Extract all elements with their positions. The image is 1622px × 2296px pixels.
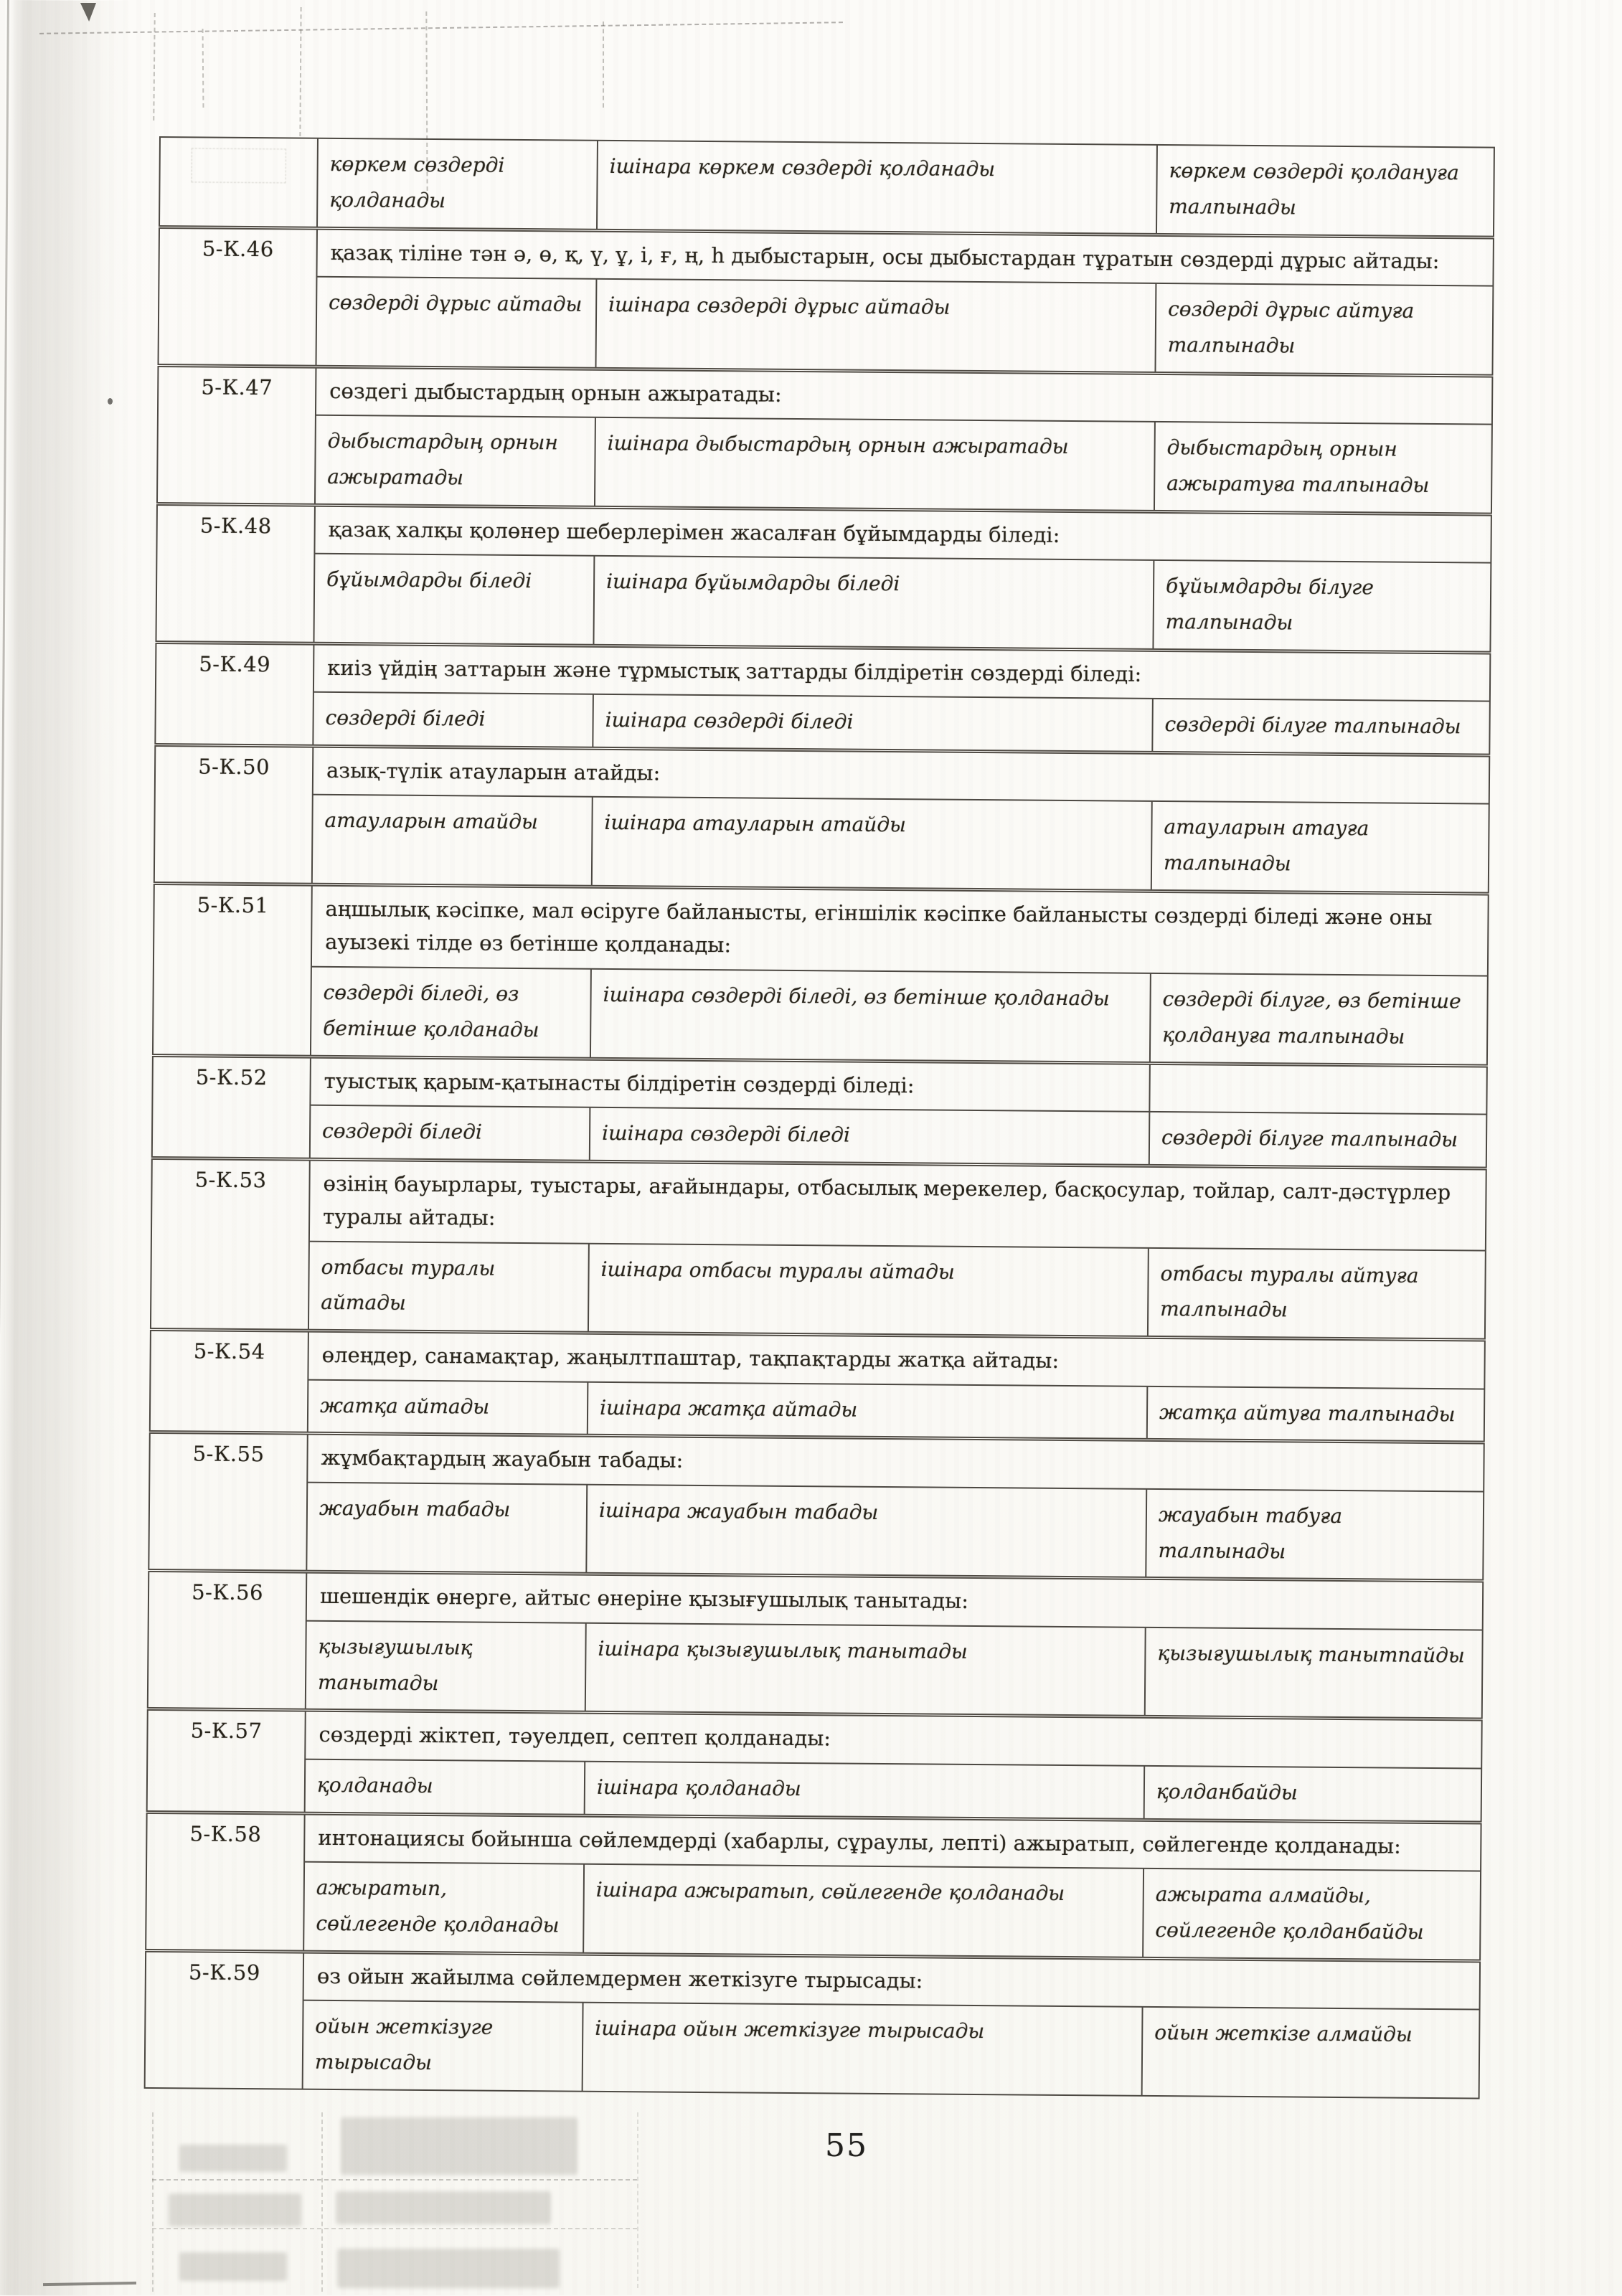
table-row bbox=[154, 793, 1489, 894]
criterion-attempting: қызығушылық танытпайды bbox=[1145, 1627, 1483, 1720]
table-row bbox=[159, 137, 1494, 237]
criterion-attempting: сөздерді дұрыс айтуға талпынады bbox=[1155, 283, 1493, 376]
criterion-achieved: дыбыстардың орнын ажыратады bbox=[315, 415, 595, 507]
table-row bbox=[150, 1379, 1485, 1443]
bleed-through-artifact bbox=[179, 2145, 287, 2172]
criterion-partial: ішінара атауларын атайды bbox=[592, 797, 1152, 891]
competency-description: қазақ тіліне тән ә, ө, қ, ү, ұ, і, ғ, ң, һ дыбыстарын, осы дыбыстардан тұратын сөздерді дұрыс айтады: bbox=[316, 228, 1493, 286]
competency-description: өз ойын жайылма сөйлемдермен жеткізуге тырысады: bbox=[303, 1952, 1480, 2010]
competency-description: туыстық қарым-қатынасты білдіретін сөздерді біледі: bbox=[310, 1057, 1149, 1112]
table-row bbox=[151, 1158, 1486, 1250]
bleed-through-grid-line bbox=[637, 2112, 638, 2288]
criterion-partial: ішінара сөздерді дұрыс айтады bbox=[595, 279, 1156, 373]
table-row bbox=[148, 1620, 1483, 1720]
table-row bbox=[158, 275, 1493, 376]
page-edge-shadow bbox=[0, 0, 131, 2296]
table-row bbox=[154, 884, 1489, 976]
table-row bbox=[147, 1758, 1482, 1823]
criterion-attempting: сөздерді білуге, өз бетінше қолдануға талпынады bbox=[1150, 973, 1488, 1066]
bleed-through-artifact bbox=[337, 2249, 560, 2288]
criterion-attempting: ажырата алмайды, сөйлегенде қолданбайды bbox=[1143, 1869, 1481, 1961]
assessment-table-wrap bbox=[144, 136, 1494, 2099]
competency-description: өлеңдер, санамақтар, жаңылтпаштар, тақпақтарды жатқа айтады: bbox=[308, 1331, 1484, 1389]
criterion-attempting: жатқа айтуға талпынады bbox=[1147, 1386, 1485, 1442]
competency-code: 5-К.56 bbox=[148, 1571, 307, 1711]
bleed-through-artifact bbox=[191, 148, 286, 183]
criterion-achieved: қызығушылық танытады bbox=[306, 1620, 586, 1712]
criterion-achieved: сөздерді дұрыс айтады bbox=[316, 277, 596, 369]
criterion-attempting: жауабын табуға талпынады bbox=[1146, 1489, 1484, 1582]
criterion-partial: ішінара сөздерді біледі, өз бетінше қолданады bbox=[590, 969, 1151, 1063]
criterion-attempting: көркем сөздерді қолдануға талпынады bbox=[1156, 145, 1494, 237]
fold-line-vertical bbox=[153, 13, 156, 121]
competency-description: азық-түлік атауларын атайды: bbox=[313, 746, 1489, 804]
bleed-through-artifact bbox=[169, 2193, 301, 2226]
table-row bbox=[157, 414, 1492, 514]
table-row bbox=[145, 1999, 1480, 2098]
competency-code: 5-К.57 bbox=[147, 1709, 306, 1813]
criterion-partial: ішінара жауабын табады bbox=[586, 1485, 1146, 1579]
table-row bbox=[146, 1861, 1481, 1961]
criterion-attempting: сөздерді білуге талпынады bbox=[1149, 1112, 1487, 1168]
bleed-through-grid-line bbox=[152, 2228, 637, 2229]
criterion-attempting: бұйымдарды білуге талпынады bbox=[1153, 560, 1491, 653]
competency-description: сөздерді жіктеп, тәуелдеп, септеп қолданады: bbox=[305, 1711, 1481, 1769]
competency-code: 5-К.59 bbox=[145, 1950, 303, 2089]
criterion-partial: ішінара бұйымдарды біледі bbox=[593, 556, 1154, 650]
criterion-partial: ішінара ойын жеткізуге тырысады bbox=[583, 2003, 1143, 2096]
bleed-through-grid-line bbox=[321, 2112, 323, 2292]
criterion-achieved: ойын жеткізуге тырысады bbox=[303, 2000, 583, 2092]
competency-code: 5-К.46 bbox=[158, 227, 317, 367]
fold-line-horizontal bbox=[39, 22, 843, 34]
competency-description: қазақ халқы қолөнер шеберлерімен жасалған бұйымдарды біледі: bbox=[314, 505, 1491, 563]
competency-code: 5-К.54 bbox=[150, 1330, 308, 1434]
competency-code: 5-К.55 bbox=[148, 1432, 308, 1572]
competency-description: интонациясы бойынша сөйлемдерді (хабарлы, сұраулы, лепті) ажыратып, сөйлегенде қолданады: bbox=[304, 1813, 1481, 1871]
criterion-partial: ішінара отбасы туралы айтады bbox=[588, 1243, 1149, 1337]
competency-description: аңшылық кәсіпке, мал өсіруге байланысты, егіншілік кәсіпке байланысты сөздерді біледі және оны ауызекі тілде өз бетінше қолданады: bbox=[311, 884, 1489, 975]
criterion-achieved: ажыратып, сөйлегенде қолданады bbox=[303, 1862, 584, 1954]
criterion-achieved: бұйымдарды біледі bbox=[313, 554, 594, 646]
criterion-achieved: отбасы туралы айтады bbox=[308, 1241, 589, 1333]
empty-code-cell bbox=[159, 137, 318, 228]
competency-code: 5-К.49 bbox=[155, 642, 313, 746]
criterion-partial: ішінара дыбыстардың орнын ажыратады bbox=[595, 417, 1155, 511]
competency-description: жұмбақтардың жауабын табады: bbox=[307, 1434, 1484, 1492]
competency-description: киіз үйдің заттарын және тұрмыстық заттарды білдіретін сөздерді біледі: bbox=[313, 643, 1490, 701]
criterion-partial: ішінара қызығушылық танытады bbox=[585, 1623, 1146, 1717]
ink-dot-artifact bbox=[108, 398, 113, 405]
criterion-achieved: жатқа айтады bbox=[308, 1379, 588, 1435]
criterion-partial: ішінара көркем сөздерді қолданады bbox=[597, 141, 1157, 235]
bleed-through-artifact bbox=[179, 2252, 287, 2281]
competency-description: өзінің бауырлары, туыстары, ағайындары, отбасылық мерекелер, басқосулар, тойлар, салт-дәстүрлер туралы айтады: bbox=[309, 1159, 1486, 1250]
bleed-through-grid-line bbox=[152, 2179, 637, 2181]
criterion-achieved: атауларын атайды bbox=[312, 795, 593, 887]
criterion-achieved: сөздерді біледі bbox=[313, 692, 593, 748]
fold-line-vertical bbox=[202, 29, 204, 108]
criterion-partial: ішінара қолданады bbox=[585, 1762, 1145, 1820]
bleed-through-artifact bbox=[336, 2191, 551, 2224]
criterion-attempting: дыбыстардың орнын ажыратуға талпынады bbox=[1154, 422, 1492, 514]
criterion-partial: ішінара ажыратып, сөйлегенде қолданады bbox=[583, 1864, 1144, 1958]
fold-line-vertical bbox=[603, 22, 604, 108]
table-row bbox=[153, 965, 1488, 1066]
criterion-partial: ішінара жатқа айтады bbox=[588, 1381, 1148, 1440]
competency-code: 5-К.48 bbox=[156, 504, 315, 643]
table-row bbox=[151, 1239, 1486, 1340]
criterion-achieved: сөздерді біледі bbox=[310, 1105, 590, 1161]
competency-description: сөздегі дыбыстардың орнын ажыратады: bbox=[316, 367, 1492, 425]
fold-line-vertical bbox=[299, 7, 301, 136]
criterion-attempting: сөздерді білуге талпынады bbox=[1152, 699, 1490, 755]
table-row bbox=[156, 552, 1491, 653]
table-row bbox=[148, 1481, 1484, 1582]
criterion-achieved: қолданады bbox=[305, 1759, 585, 1815]
empty-cell bbox=[1149, 1063, 1487, 1115]
criterion-partial: ішінара сөздерді біледі bbox=[593, 694, 1153, 752]
page-number: 55 bbox=[825, 2127, 868, 2164]
bleed-through-grid-line bbox=[152, 2112, 154, 2292]
criterion-achieved: көркем сөздерді қолданады bbox=[317, 138, 598, 230]
criterion-attempting: қолданбайды bbox=[1144, 1766, 1482, 1823]
competency-code: 5-К.51 bbox=[153, 884, 312, 1057]
competency-code: 5-К.52 bbox=[152, 1055, 311, 1159]
competency-code: 5-К.47 bbox=[157, 365, 316, 505]
criterion-attempting: атауларын атауға талпынады bbox=[1151, 801, 1489, 894]
competency-code: 5-К.50 bbox=[154, 745, 313, 884]
criterion-partial: ішінара сөздерді біледі bbox=[590, 1107, 1150, 1166]
criterion-achieved: жауабын табады bbox=[306, 1482, 587, 1574]
competency-code: 5-К.53 bbox=[151, 1158, 310, 1331]
criterion-attempting: отбасы туралы айтуға талпынады bbox=[1148, 1247, 1486, 1340]
criterion-attempting: ойын жеткізе алмайды bbox=[1142, 2007, 1480, 2098]
table-row bbox=[155, 691, 1490, 755]
competency-code: 5-К.58 bbox=[146, 1812, 305, 1952]
criterion-achieved: сөздерді біледі, өз бетінше қолданады bbox=[311, 967, 591, 1059]
assessment-table bbox=[144, 136, 1495, 2099]
competency-description: шешендік өнерге, айтыс өнеріне қызығушылық танытады: bbox=[306, 1572, 1483, 1630]
table-row bbox=[152, 1104, 1487, 1168]
bleed-through-artifact bbox=[341, 2117, 577, 2175]
